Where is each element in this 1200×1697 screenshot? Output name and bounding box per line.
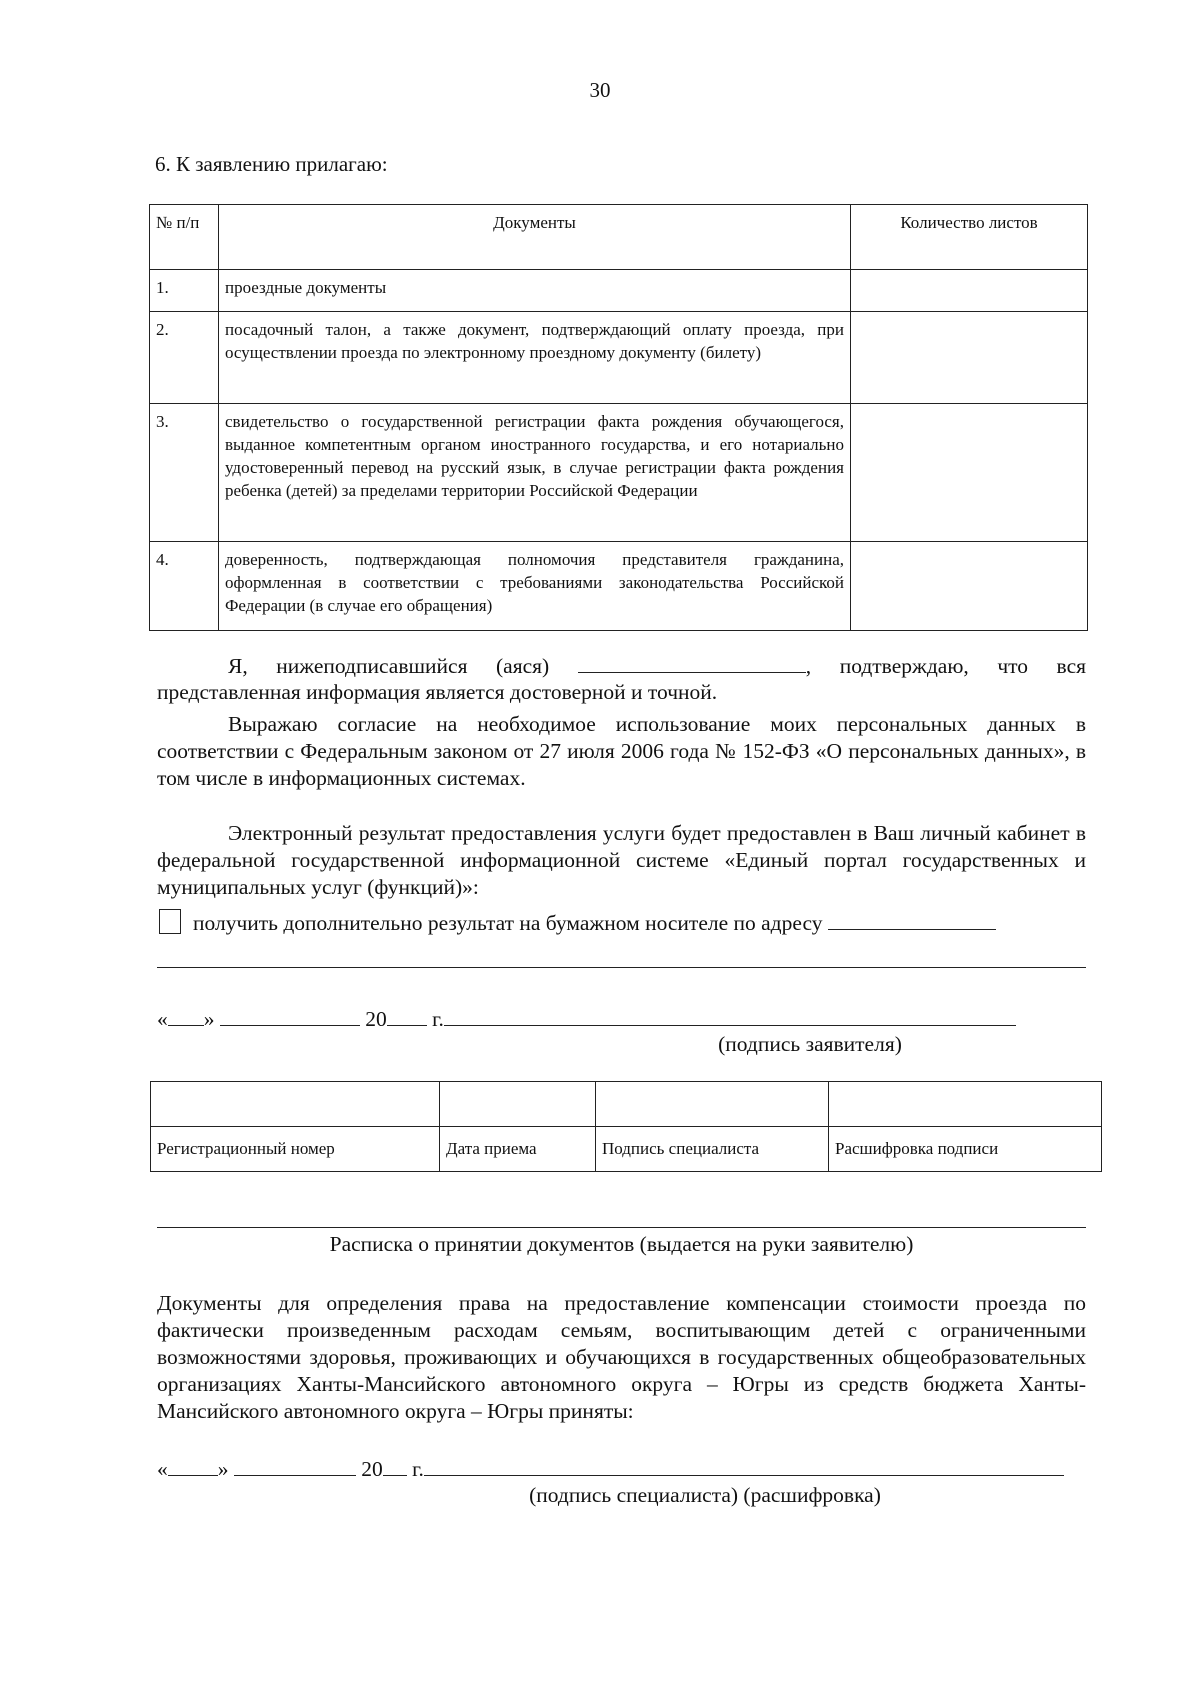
row-number: 1. (150, 270, 219, 312)
specialist-signature-caption: (подпись специалиста) (расшифровка) (529, 1483, 881, 1507)
year-suffix: г. (432, 1007, 444, 1031)
row-number: 4. (150, 542, 219, 631)
registration-input-row (151, 1082, 1102, 1127)
row-sheets[interactable] (851, 404, 1088, 542)
applicant-name-field[interactable] (578, 652, 806, 673)
registration-number-label: Регистрационный номер (151, 1127, 440, 1172)
receipt-date-label: Дата приема (440, 1127, 596, 1172)
month-field[interactable] (220, 1005, 360, 1026)
table-row (150, 270, 1088, 312)
signature-decoding-label: Расшифровка подписи (829, 1127, 1102, 1172)
confirmation-line (157, 652, 1086, 680)
applicant-signature-caption: (подпись заявителя) (718, 1032, 902, 1056)
signature-decoding-field[interactable] (829, 1082, 1102, 1127)
year-prefix: 20 (361, 1457, 383, 1481)
specialist-date-line (157, 1455, 1064, 1482)
receipt-title: Расписка о принятии документов (выдается на руки заявителю) (329, 1232, 914, 1256)
consent-paragraph: Выражаю согласие на необходимое использование моих персональных данных в соответствии с Федеральным законом от 27 июля 2006 года № 152-ФЗ «О персональных данных», в том числе в информационных системах. (157, 712, 1086, 790)
registration-number-field[interactable] (151, 1082, 440, 1127)
table-row (150, 542, 1088, 631)
row-number: 2. (150, 312, 219, 404)
date-close-quote: » (203, 1007, 215, 1031)
paper-result-label-text: получить дополнительно результат на бумажном носителе по адресу (193, 911, 823, 935)
month-field[interactable] (234, 1455, 356, 1476)
day-field[interactable] (168, 1005, 204, 1026)
row-document: проездные документы (219, 270, 851, 312)
registration-table (150, 1081, 1102, 1172)
receipt-paragraph: Документы для определения права на предоставление компенсации стоимости проезда по фактически произведенным расходам семьям, воспитывающим детей с ограниченными возможностями здоровья, проживающих и обучающихся в государственных общеобразовательных организациях Ханты-Мансийского автономного округа – Югры из средств бюджета Ханты-Мансийского автономного округа – Югры приняты: (157, 1291, 1086, 1423)
registration-label-row (151, 1127, 1102, 1172)
applicant-signature-field[interactable] (444, 1005, 1016, 1026)
applicant-date-line (157, 1005, 1016, 1032)
table-row (150, 404, 1088, 542)
confirmation-line-2: представленная информация является достоверной и точной. (157, 680, 718, 704)
year-prefix: 20 (365, 1007, 387, 1031)
paper-result-label (193, 909, 996, 936)
row-document: посадочный талон, а также документ, подтверждающий оплату проезда, при осуществлении проезда по электронному проездному документу (билету) (219, 312, 851, 404)
specialist-signature-field[interactable] (424, 1455, 1064, 1476)
header-number: № п/п (150, 205, 219, 270)
paper-address-field[interactable] (828, 909, 996, 930)
specialist-signature-label: Подпись специалиста (596, 1127, 829, 1172)
address-line-2[interactable] (157, 967, 1086, 968)
date-open-quote: « (157, 1007, 168, 1031)
year-suffix: г. (412, 1457, 424, 1481)
table-row (150, 312, 1088, 404)
documents-table (149, 204, 1088, 631)
receipt-date-field[interactable] (440, 1082, 596, 1127)
date-close-quote: » (217, 1457, 229, 1481)
row-sheets[interactable] (851, 270, 1088, 312)
paper-result-checkbox[interactable] (159, 909, 181, 934)
header-documents: Документы (219, 205, 851, 270)
confirmation-suffix: , подтверждаю, что вся (805, 654, 1087, 678)
year-field[interactable] (383, 1455, 407, 1476)
section-title: 6. К заявлению прилагаю: (155, 152, 388, 176)
row-document: свидетельство о государственной регистрации факта рождения обучающегося, выданное компетентным органом иностранного государства, и его нотариально удостоверенный перевод на русский язык, в случае регистрации факта рождения ребенка (детей) за пределами территории Российской Федерации (219, 404, 851, 542)
confirmation-prefix: Я, нижеподписавшийся (аяся) (228, 654, 550, 678)
day-field[interactable] (168, 1455, 218, 1476)
separator-line (157, 1227, 1086, 1228)
row-sheets[interactable] (851, 312, 1088, 404)
electronic-result-paragraph: Электронный результат предоставления услуги будет предоставлен в Ваш личный кабинет в федеральной государственной информационной системе «Единый портал государственных и муниципальных услуг (функций)»: (157, 821, 1086, 899)
row-number: 3. (150, 404, 219, 542)
header-sheets: Количество листов (851, 205, 1088, 270)
specialist-signature-field[interactable] (596, 1082, 829, 1127)
documents-table-header (150, 205, 1088, 270)
row-document: доверенность, подтверждающая полномочия представителя гражданина, оформленная в соответствии с требованиями законодательства Российской Федерации (в случае его обращения) (219, 542, 851, 631)
date-open-quote: « (157, 1457, 168, 1481)
row-sheets[interactable] (851, 542, 1088, 631)
page-number: 30 (589, 78, 611, 102)
year-field[interactable] (387, 1005, 427, 1026)
